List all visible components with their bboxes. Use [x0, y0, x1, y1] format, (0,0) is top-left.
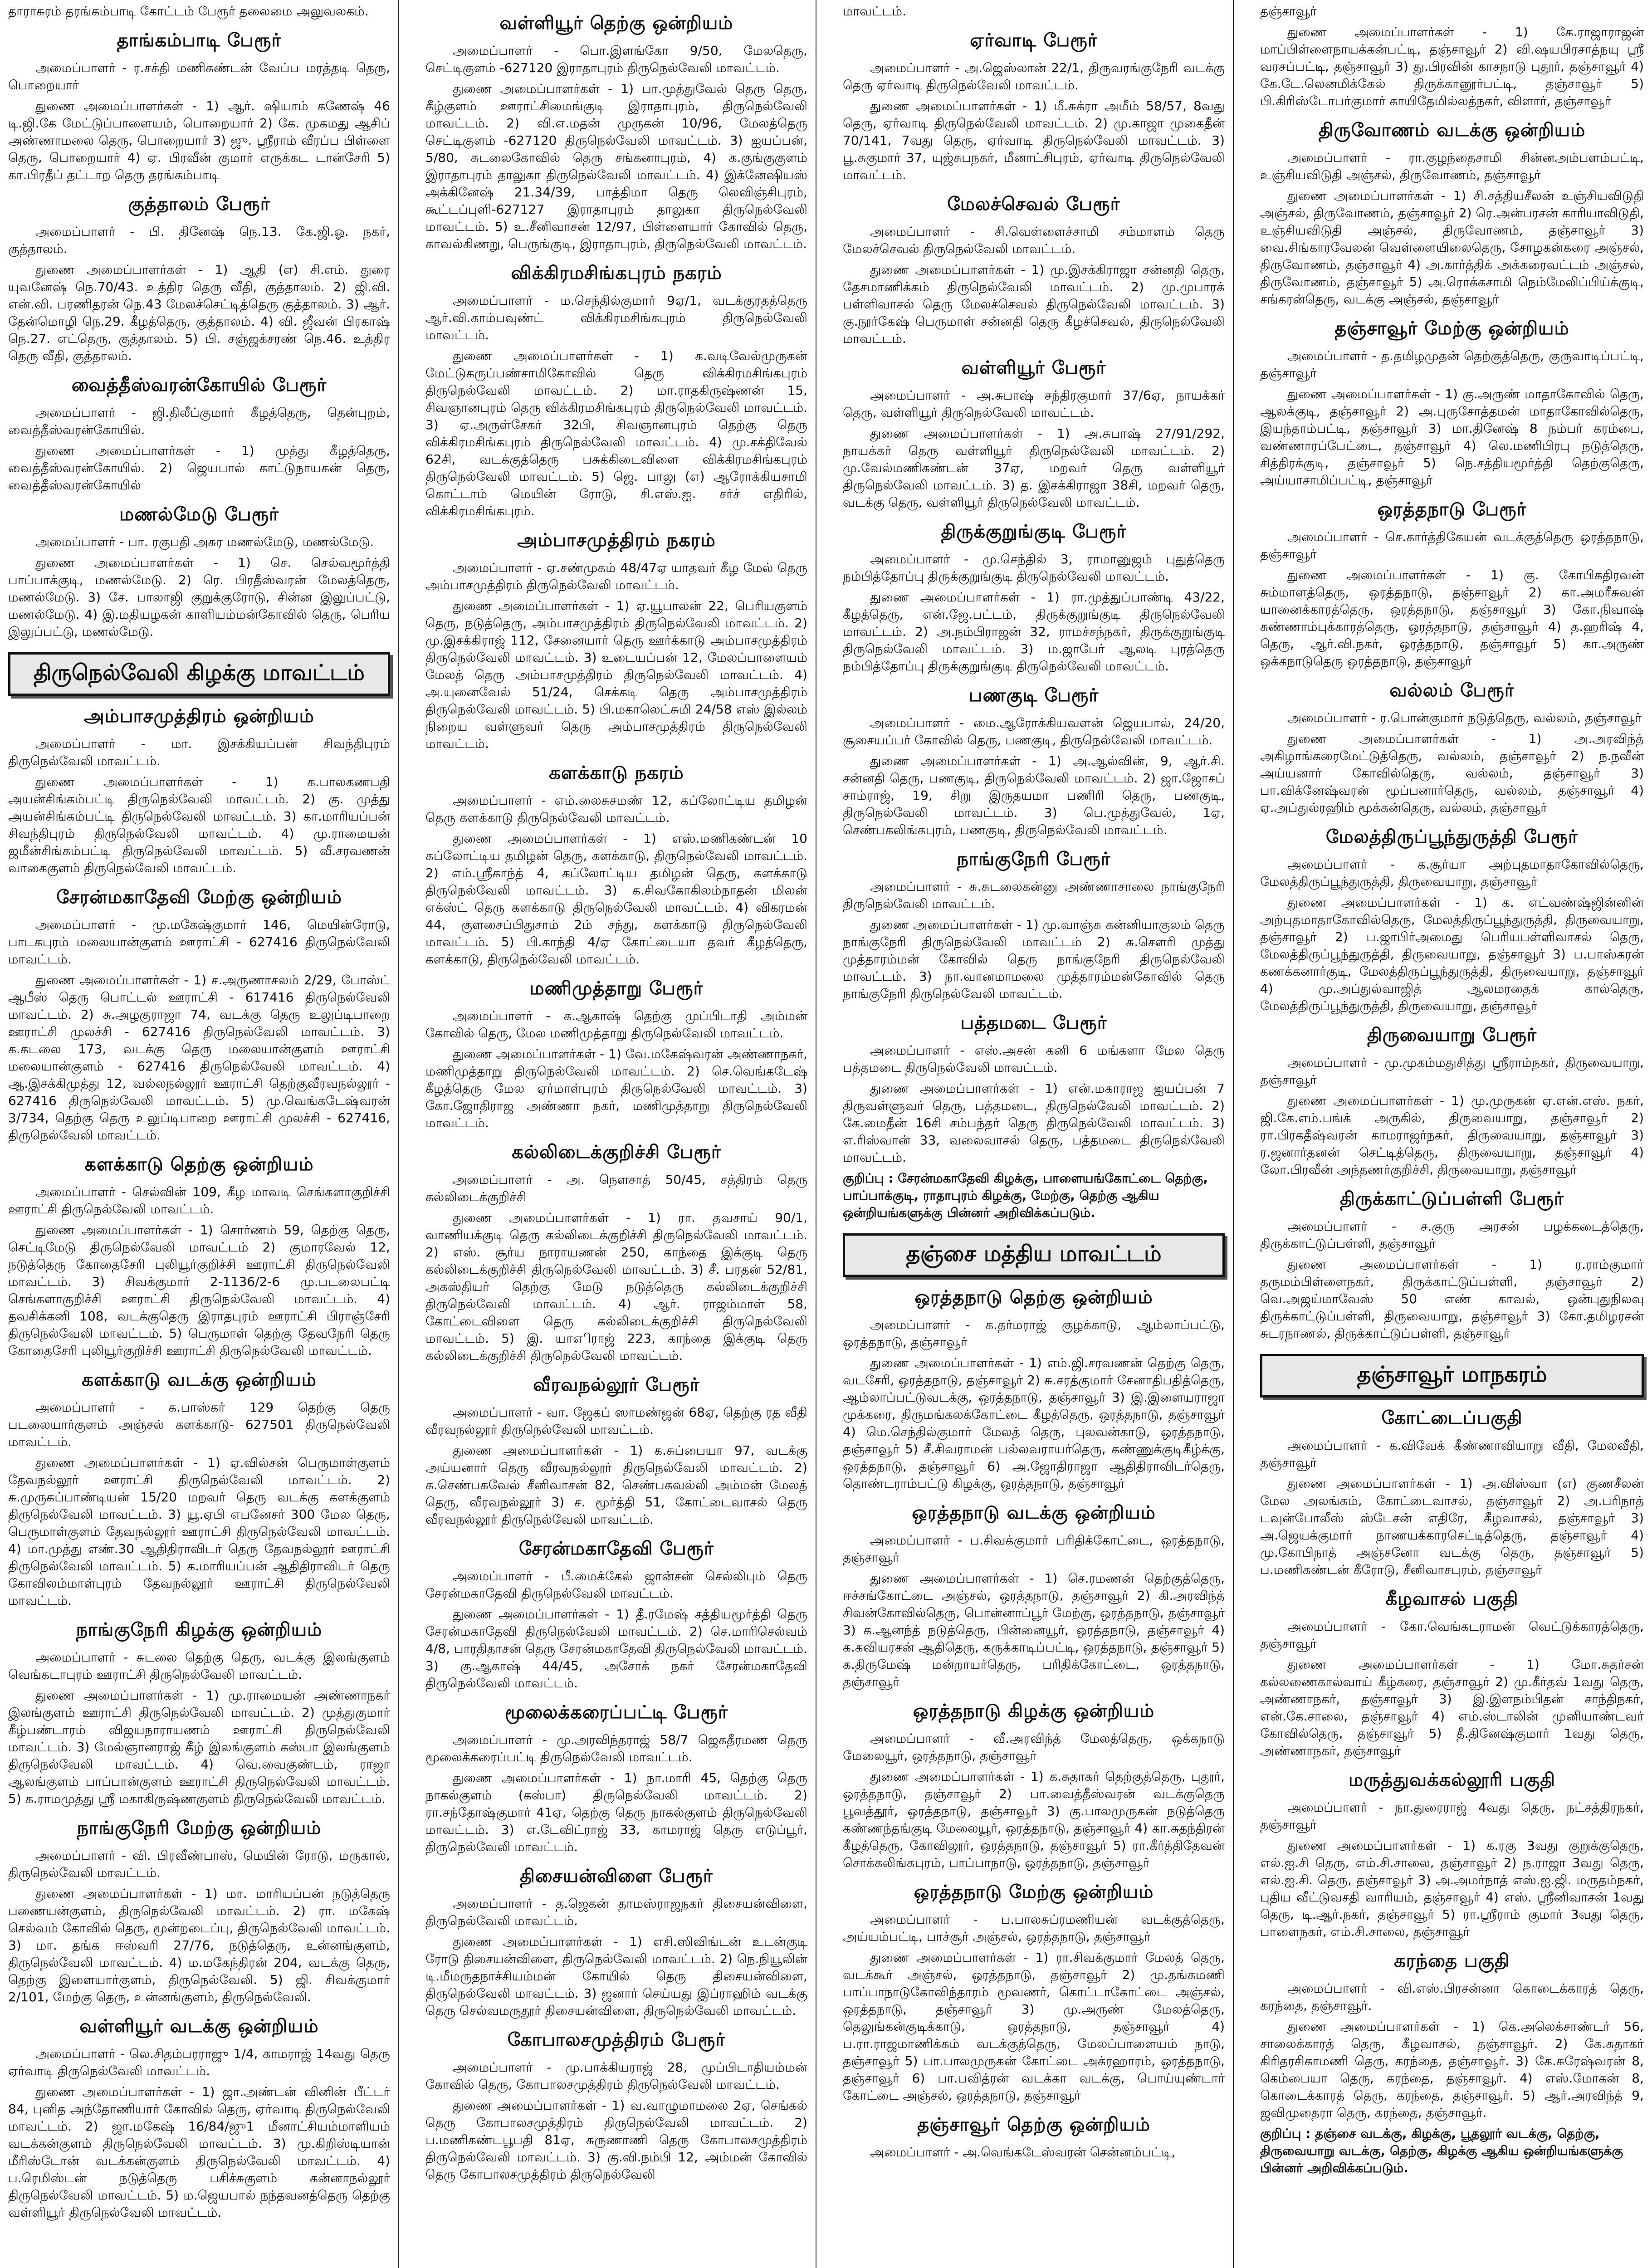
section-paragraph: அமைப்பாளர் - பி. தினேஷ் நெ.13. கே.ஜி.ஓ. நகர், குத்தாலம்.	[8, 224, 390, 256]
section-entry	[843, 1701, 1225, 1872]
section-paragraph: துணை அமைப்பாளர்கள் - 1) ரா.முத்துப்பாண்டி 43/22, கீழத்தெரு, என்.ஜே.பட்டம், திருக்குறுங்குடி திருநெல்வேலி மாவட்டம். 2) அ.நம்பிராஜன் 32, ராமச்சந்நகர், திருக்குறுங்குடி திருநெல்வேலி மாவட்டம். 3) ம.ஜாபேர் ஆலடி புரத்தெரு நம்பித்தோப்பு திருக்குறுங்குடி திருநெல்வேலி மாவட்டம்.	[843, 590, 1225, 674]
section-paragraph: துணை அமைப்பாளர்கள் - 1) ர.ராம்குமார் தருமம்பிள்ளைநகர், திருக்காட்டுப்பள்ளி, தஞ்சாவூர் 2) வெ.அஜய்மாவேஸ் 50 எண் காவல், ஒன்புதுநிலவு திருக்காட்டுப்பள்ளி, திருவையாறு, தஞ்சாவூர் 3) கோ.தமிழரசன் சுடரநாணல், திருக்காட்டுப்பள்ளி, தஞ்சாவூர்	[1260, 1257, 1644, 1341]
section-paragraph: அமைப்பாளர் - மு.மகேஷ்குமார் 146, மெயின்ரோடு, பாடகபுரம் மலையான்குளம் ஊராட்சி - 627416 திருநெல்வேலி மாவட்டம்.	[8, 917, 390, 967]
section-entry	[1260, 1589, 1644, 1760]
section-paragraph: துணை அமைப்பாளர்கள் - 1) ரா.சிவக்குமார் மேலத் தெரு, வடக்கூர் அஞ்சல், ஒரத்தநாடு, தஞ்சாவூர் 2) மு.தங்கமணி பாப்பாநாடுகோவிந்தாரம் மூவணர், கொட்டாகோட்டை அஞ்சல், ஒரத்தநாடு, தஞ்சாவூர் 3) மு.அருண் மேலத்தெரு, தெலுங்கன்குடிக்காடு, ஒரத்தநாடு, தஞ்சாவூர் 4) ப.ரா.ராஜமாணிக்கம் வடக்குத்தெரு, மேலப்பாளையம் நாடு, தஞ்சாவூர் 5) பா.பாலமுருகன் கோட்டை அக்ரஹாரம், ஒரத்தநாடு, தஞ்சாவூர் 6) பா.பவித்ரன் வடக்கா வடக்கு, பொய்யுண்டார் கோட்டை அஞ்சல், ஒரத்தநாடு, தஞ்சாவூர்	[843, 1950, 1225, 2103]
section-paragraph: அமைப்பாளர் - செல்வின் 109, கீழ மாவடி செங்களாகுறிச்சி ஊராட்சி திருநெல்வேலி மாவட்டம்.	[8, 1184, 390, 1217]
section-entry	[8, 887, 390, 1144]
section-paragraph: அமைப்பாளர் - த.தமிழமுதன் தெற்குத்தெரு, குருவாடிப்பட்டி, தஞ்சாவூர்	[1260, 348, 1644, 381]
section-title: விக்கிரமசிங்கபுரம் நகரம்	[511, 263, 722, 284]
section-entry	[425, 2029, 807, 2183]
section-entry	[843, 357, 1225, 511]
section-title: ஒரத்தநாடு கிழக்கு ஒன்றியம்	[913, 1701, 1155, 1721]
section-entry	[1260, 1769, 1644, 1941]
section-paragraph: துணை அமைப்பாளர்கள் - 1) சொர்ணம் 59, தெற்கு தெரு, செட்டிமேடு திருநெல்வேலி மாவட்டம் 2) குமாரவேல் 12, நடுத்தெரு கோதைசேரி புலியூர்குறிச்சி ஊராட்சி திருநெல்வேலி மாவட்டம். 3) சிவக்குமார் 2-1136/2-6 மு.படலைபட்டி செங்களாகுறிச்சி ஊராட்சி திருநெல்வேலி மாவட்டம். 4) தவசிக்கனி 108, வடக்குதெரு இராதபுரம் ஊராட்சி பிராஞ்சேரி திருநெல்வேலி மாவட்டம். 5) பெருமாள் தெற்கு தேவநேரி தெரு கோதைசேரி புலியூர்குறிச்சி ஊராட்சி திருநெல்வேலி மாவட்டம்.	[8, 1222, 390, 1358]
section-paragraph: துணை அமைப்பாளர்கள் - 1) ஆதி (எ) சி.எம். துரை யுவனேஷ் நெ.70/43. உத்திர தெரு வீதி, குத்தாலம். 2) ஜி.வி. என்.வி. பரணிதரன் நெ.43 மேலச்செட்டித்தெரு குத்தாலம். 3) ஆர். தேன்மொழி நெ.29. கீழத்தெரு, குத்தாலம். 4) வி. ஜீவன் பிரகாஷ் நெ.27. எட்தெரு, குத்தாலம். 5) பி. சஞ்ஜக்சரண் நெ.46. உத்திர தெரு வீதி, குத்தாலம்.	[8, 262, 390, 363]
section-paragraph: அமைப்பாளர் - மு.முகம்மதுசித்து ஸ்ரீராம்நகர், திருவையாறு, தஞ்சாவூர்	[1260, 1055, 1644, 1087]
section-title: நாங்குநேரி பேரூர்	[957, 849, 1111, 870]
section-paragraph: துணை அமைப்பாளர்கள் - 1) வ.வாழுமாமலை 2ஏ, செங்கல் தெரு கோபாலசமுத்திரம் திருநெல்வேலி மாவட்டம். 2) ப.மணிகண்டபூபதி 81ஏ, சுருணாணி தெரு கோபாலசமுத்திரம் திருநெல்வேலி மாவட்டம். 3) கு.வி.நம்பி 12, அம்மன் கோவில் தெரு கோபாலசமுத்திரம் திருநெல்வேலி	[425, 2098, 807, 2182]
continued-paragraph: துணை அமைப்பாளர்கள் - 1) கே.ராஜாராஜன் மாப்பிள்ளைநாயக்கன்பட்டி, தஞ்சாவூர் 2) வி.ஷயபிரசாத்நயு ஸ்ரீ வரசப்பட்டி, தஞ்சாவூர் 3) து.பிரவின் காசநாடு புதூர், தஞ்சாவூர் 4) கே.டே.லெனமிக்கேல் திருக்கானூர்பட்டி, தஞ்சாவூர் 5) பி.கிரிஸ்டோபர்குமார் காயிதேமில்லத்நகர், விளார், தஞ்சாவூர்	[1260, 24, 1644, 108]
section-paragraph: அமைப்பாளர் - ஜி.திலீப்குமார் கீழத்தெரு, தென்புறம், வைத்தீஸ்வரன்கோயில்.	[8, 405, 390, 437]
section-paragraph: அமைப்பாளர் - வா. ஜேகப் ஸாமண்ஜன் 68ஏ, தெற்கு ரத வீதி வீரவநல்லூர் திருநெல்வேலி மாவட்டம்.	[425, 1405, 807, 1437]
section-paragraph: துணை அமைப்பாளர்கள் - 1) வே.மகேஷ்வரன் அண்ணாநகர், மணிமுத்தாறு திருநெல்வேலி மாவட்டம். 2) செ.வெங்கடேஷ் கீழத்தெரு மேல ஏர்மாள்புரம் திருநெல்வேலி மாவட்டம். 3) கோ.ஜோதிராஜ அண்ணா நகர், மணிமுத்தாறு திருநெல்வேலி மாவட்டம்.	[425, 1046, 807, 1130]
section-entry	[1260, 318, 1644, 489]
section-paragraph: அமைப்பாளர் - எம்.லைசுசமண் 12, கப்லோட்டிய தமிழன் தெரு களக்காடு திருநெல்வேலி மாவட்டம்.	[425, 793, 807, 825]
section-entry	[425, 1142, 807, 1364]
section-paragraph: துணை அமைப்பாளர்கள் - 1) செ. செல்வமூர்த்தி பாப்பாக்குடி, மணல்மேடு. 2) ரெ. பிரதீஸ்வரன் மேலத்தெரு, மணல்மேடு. 3) சே. பாலாஜி குறுக்குரோடு, சின்ன இலுப்பட்டு, மணல்மேடு. 4) இ.மதியழகன் காளியம்மன்கோவில் தெரு, பெரிய இலுப்பட்டு, மணல்மேடு.	[8, 555, 390, 639]
section-entry	[425, 1866, 807, 2019]
section-paragraph: துணை அமைப்பாளர்கள் - 1) சி.சத்தியசீலன் உஞ்சியவிடுதி அஞ்சல், திருவோணம், தஞ்சாவூர் 2) ரெ.அன்பரசன் காரியாவிடுதி, உஞ்சியவிடுதி அஞ்சல், திருவோணம், தஞ்சாவூர் 3) வை.சிங்காரவேலன் வெள்ளையிலைதெரு, சோழகன்கரை அஞ்சல், திருவோணம், தஞ்சாவூர் 4) அ.கார்த்திக் அக்கரைவட்டம் அஞ்சல், திருவோணம், தஞ்சாவூர் 5) அ.ரொக்கசாமி நெம்மேலிப்பிய்க்குடி, சங்கரன்தெரு, வடக்கு அஞ்சல், தஞ்சாவூர்	[1260, 188, 1644, 307]
section-paragraph: துணை அமைப்பாளர்கள் - 1) க.சுப்பையா 97, வடக்கு அய்யனார் தெரு வீரவநல்லூர் திருநெல்வேலி மாவட்டம். 2) க.செண்பகவேல் சீனிவாசன் 82, செண்பகவல்லி அம்மன் மேலத் தெரு, வீரவநல்லூர் 3) ச. மூர்த்தி 51, கோட்டைவாசல் தெரு வீரவநல்லூர் திருநெல்வேலி மாவட்டம்.	[425, 1443, 807, 1527]
section-paragraph: அமைப்பாளர் - பொ.இளங்கோ 9/50, மேலதெரு, செட்டிகுளம் -627120 இராதாபுரம் திருநெல்வேலி மாவட்டம்.	[425, 43, 807, 75]
section-paragraph: அமைப்பாளர் - மா. இசக்கியப்பன் சிவந்திபுரம் திருநெல்வேலி மாவட்டம்.	[8, 736, 390, 768]
section-entry	[8, 1369, 390, 1609]
section-paragraph: துணை அமைப்பாளர்கள் - 1) எசி.ஸிவிங்டன் உடன்குடி ரோடு திசையன்விளை, திருநெல்வேலி மாவட்டம். 2) நெ.நியூலின் டி.மீமருதநாச்சியம்மன் கோயில் தெரு திசையன்விளை, திருநெல்வேலி மாவட்டம். 3) ஜனார் செய்யது இப்ராஹிம் வடக்கு தெரு செல்வமருதூர் திசையன்விளை, திருநெல்வேலி மாவட்டம்.	[425, 1934, 807, 2018]
section-paragraph: துணை அமைப்பாளர்கள் - 1) க.ரகு 3வது குறுக்குதெரு, எல்.ஐ.சி தெரு, எம்.சி.சாலை, தஞ்சாவூர் 2) ந.ராஜா 3வது தெரு, எல்.ஐ.சி. தெரு, தஞ்சாவூர் 3) அ.அமர்நாத் எஸ்.ஐ.ஜி. மருதம்நகர், புதிய வீட்டுவசதி வாரியம், தஞ்சாவூர் 4) எஸ். ஸ்ரீனிவாசன் 1வது தெரு, டி.ஆர்.நகர், தஞ்சாவூர் 5) ரா.ஸ்ரீராம் குமார் 3வது தெரு, பாளைநகர், எம்.சி.சாலை, தஞ்சாவூர்	[1260, 1838, 1644, 1939]
section-paragraph: துணை அமைப்பாளர்கள் - 1) கு.அருண் மாதாகோவில் தெரு, ஆலக்குடி, தஞ்சாவூர் 2) அ.புருசோத்தமன் மாதாகோவில்தெரு, இயந்தாம்பட்டி, தஞ்சாவூர் 3) மா.தினேஷ் 8 நம்பர் கரம்பை, வண்ணாரப்பேட்டை, தஞ்சாவூர் 4) லெ.மணிபிரபு நடுத்தெரு, சித்திரக்குடி, தஞ்சாவூர் 5) நெ.சத்தியமூர்த்தி தெற்குதெரு, அய்யாசாமிப்பட்டி, தஞ்சாவூர்	[1260, 386, 1644, 488]
section-title: தஞ்சாவூர் மேற்கு ஒன்றியம்	[1334, 318, 1569, 339]
section-entry	[425, 1538, 807, 1692]
section-entry	[8, 1154, 390, 1359]
section-paragraph: அமைப்பாளர் - கோ.வெங்கடராமன் வெட்டுக்காரத்தெரு, தஞ்சாவூர்	[1260, 1619, 1644, 1651]
section-paragraph: அமைப்பாளர் - மை.ஆரோக்கியவளன் ஜெயபால், 24/20, சூசையப்பர் கோவில் தெரு, பணகுடி, திருநெல்வேலி மாவட்டம்.	[843, 715, 1225, 748]
note-text: குறிப்பு : தஞ்சை வடக்கு, கிழக்கு, பூதலூர் வடக்கு, தெற்கு, திருவையாறு வடக்கு, தெற்கு, கிழக்கு ஆகிய ஒன்றியங்களுக்கு பின்னர் அறிவிக்கப்படும்.	[1260, 2126, 1623, 2175]
section-paragraph: அமைப்பாளர் - ர.சக்தி மணிகண்டன் வேப்ப மரத்தடி தெரு, பொறையார்	[8, 60, 390, 93]
section-title: மணல்மேடு பேரூர்	[119, 504, 279, 525]
section-paragraph: துணை அமைப்பாளர்கள் - 1) என்.மகாராஜ ஐயப்பன் 7 திருவள்ளுவர் தெரு, பத்தமடை, திருநெல்வேலி மாவட்டம். 2) கே.மைதீன் 16சி சம்பந்தர் தெரு திருநெல்வேலி மாவட்டம். 3) எ.ரிஸ்வான் 33, வலைவாசல் தெரு, பத்தமடை திருநெல்வேலி மாவட்டம்.	[843, 1081, 1225, 1165]
section-entry	[425, 530, 807, 753]
section-title: நாங்குநேரி மேற்கு ஒன்றியம்	[77, 1818, 322, 1838]
section-title: மணிமுத்தாறு பேரூர்	[529, 978, 704, 999]
section-title: நாங்குநேரி கிழக்கு ஒன்றியம்	[76, 1619, 323, 1640]
section-paragraph: அமைப்பாளர் - மு.அரவிந்தராஜ் 58/7 ஜெகதீரமண தெரு மூலைக்கரைப்பட்டி திருநெல்வேலி மாவட்டம்.	[425, 1732, 807, 1765]
section-title: சேரன்மகாதேவி பேரூர்	[518, 1538, 714, 1559]
section-paragraph: துணை அமைப்பாளர்கள் - 1) ஏ.வில்சன் பெருமாள்குளம் தேவநல்லூர் ஊராட்சி திருநெல்வேலி மாவட்டம். 2) சு.முருகப்பாண்டியன் 15/20 மறவர் தெரு வடக்கு களக்குளம் திருநெல்வேலி மாவட்டம். 3) யூ.ஏபி எபனேசர் 300 மேல தெரு, பெருமாள்குளம் தேவநல்லூர் ஊராட்சி திருநெல்வேலி மாவட்டம். 4) மா.முத்து எண்.30 ஆதிதிராவிடர் தெரு தேவநல்லூர் ஊராட்சி திருநெல்வேலி மாவட்டம். 5) க.மாரியப்பன் ஆதிதிராவிடர் தெரு கோவிலம்மாள்புரம் தேவநல்லூர் ஊராட்சி திருநெல்வேலி மாவட்டம்.	[8, 1455, 390, 1608]
section-title: மேலச்செவல் பேரூர்	[947, 194, 1120, 215]
section-title: வீரவநல்லூர் பேரூர்	[533, 1374, 700, 1395]
section-paragraph: அமைப்பாளர் - செ.கார்த்திகேயன் வடக்குத்தெரு ஒரத்தநாடு, தஞ்சாவூர்	[1260, 529, 1644, 562]
section-title: வல்லம் பேரூர்	[1389, 680, 1515, 701]
section-title: தஞ்சாவூர் தெற்கு ஒன்றியம்	[917, 2114, 1150, 2135]
section-paragraph: துணை அமைப்பாளர்கள் - 1) க.சுதாகர் தெற்குத்தெரு, புதூர், ஒரத்தநாடு, தஞ்சாவூர் 2) பா.வைத்தீஸ்வரன் வடக்குதெரு பூவத்தூர், ஒரத்தநாடு, தஞ்சாவூர் 3) கு.பாலமுருகன் நடுத்தெரு கண்ணந்தங்குடி மேலையூர், ஒரத்தநாடு, தஞ்சாவூர் 4) கா.சுதந்திரன் கீழத்தெரு, கோவிலூர், ஒரத்தநாடு, தஞ்சாவூர் 5) ரா.கீர்த்திதேவன் சொக்கலிங்கபுரம், பாப்பாநாடு, ஒரத்தநாடு, தஞ்சாவூர்	[843, 1769, 1225, 1870]
district-heading: திருநெல்வேலி கிழக்கு மாவட்டம்	[8, 652, 390, 696]
section-entry	[843, 1287, 1225, 1492]
section-entry	[843, 1012, 1225, 1166]
section-paragraph: துணை அமைப்பாளர்கள் - 1) மு.வாஞ்சு கன்னியாகுலம் தெரு நாங்குநேரி திருநெல்வேலி மாவட்டம் 2) சு.சௌரி முத்து முத்தாரம்மன் கோவில் தெரு நாங்குநேரி திருநெல்வேலி மாவட்டம். 3) நா.வானமாமலை முத்தாரம்மன்கோவில் தெரு நாங்குநேரி திருநெல்வேலி மாவட்டம்.	[843, 917, 1225, 1001]
section-paragraph: துணை அமைப்பாளர்கள் - 1) கெ.அலெக்சாண்டர் 56, சாலைக்காரத் தெரு, கீழவாசல், தஞ்சாவூர். 2) கே.சுதாகர் கிரிதரசிகாமணி தெரு, கரந்தை, தஞ்சாவூர். 3) கே.சுரேஷ்வரன் 8, கெம்பையா தெரு, கரந்தை, தஞ்சாவூர். 4) எஸ்.மோகன் 8, கொடைக்காரத் தெரு, கரந்தை, தஞ்சாவூர். 5) ஆர்.அரவிந்த் 9, ஜவிமுதைரா தெரு, கரந்தை, தஞ்சாவூர்.	[1260, 2019, 1644, 2120]
section-paragraph: துணை அமைப்பாளர்கள் - 1) மீ.சுக்ரா அமீம் 58/57, 8வது தெரு, ஏர்வாடி திருநெல்வேலி மாவட்டம். 2) மு.காஜா முகைதீன் 70/141, 7வது தெரு, ஏர்வாடி திருநெல்வேலி மாவட்டம். 3) பூ.சுகுமார் 37, யுஜ்சுபநகர், மீனாட்சிபுரம், ஏர்வாடி திருநெல்வேலி மாவட்டம்.	[843, 98, 1225, 182]
section-paragraph: அமைப்பாளர் - எஸ்.அசன் கனி 6 மங்களா மேல தெரு பத்தமடை திருநெல்வேலி மாவட்டம்.	[843, 1043, 1225, 1075]
section-entry	[425, 1702, 807, 1856]
section-paragraph: துணை அமைப்பாளர்கள் - 1) மா. மாரியப்பன் நடுத்தெரு பணையன்குளம், திருநெல்வேலி மாவட்டம். 2) ரா. மகேஷ் செல்வம் கோவில் தெரு, மூன்றடைப்பு, திருநெல்வேலி மாவட்டம். 3) மா. தங்க ஈஸ்வரி 27/76, நடுத்தெரு, உன்னங்குளம், திருநெல்வேலி மாவட்டம். 4) ம.மகேந்திரன் 204, வடக்கு தெரு, தெற்கு இளையார்குளம், திருநெல்வேலி. 5) ஜி. சிவக்குமார் 2/101, மேற்கு தெரு, உன்னங்குளம், திருநெல்வேலி.	[8, 1886, 390, 2004]
section-entry	[8, 1818, 390, 2006]
section-paragraph: துணை அமைப்பாளர்கள் - 1) ஜா.அண்டன் வினின் பீட்டர் 84, புனித அந்தோணியார் கோவில் தெரு, ஏர்வாடி திருநெல்வேலி மாவட்டம். 2) ஜா.மகேஷ் 16/84/ஜு1 மீனாட்சியம்மாளியம் வடக்கன்குளம் திருநெல்வேலி மாவட்டம். 3) மு.கிறிஸ்டியான் மீரிஸ்டோன் வடக்கன்குளம் திருநெல்வேலி மாவட்டம். 4) ப.ரெமிஸ்டன் நடுத்தெரு பசிச்சுகுளம் கன்னாநல்லூர் திருநெல்வேலி மாவட்டம். 5) ம.ஜெயபால் நந்தவனத்தெரு தெற்கு வள்ளியூர் திருநெல்வேலி மாவட்டம்.	[8, 2084, 390, 2220]
section-entry	[843, 194, 1225, 347]
section-paragraph: அமைப்பாளர் - ச.குரு அரசன் பழக்கடைத்தெரு, திருக்காட்டுப்பள்ளி, தஞ்சாவூர்	[1260, 1219, 1644, 1251]
section-entry	[1260, 1408, 1644, 1579]
section-paragraph: துணை அமைப்பாளர்கள் - 1) பா.முத்துவேல் தெரு தெரு, கீழ்குளம் ஊராட்சிமைங்குடி இராதாபுரம், திருநெல்வேலி மாவட்டம். 2) வி.எ.மதன் முருகன் 10/96, மேலத்தெரு செட்டிகுளம் -627120 திருநெல்வேலி மாவட்டம். 3) ஐயப்பன், 5/80, சுடலைகோவில் தெரு சங்கனாபுரம், 4) க.குங்குகுளம் இராதாபுரம் தாலுகா திருநெல்வேலி மாவட்டம். 4) இக்னேஷியஸ் அக்கினேஷ் 21.34/39, பாத்திமா தெரு லெவிஞ்சிபுரம், கூட்டப்புளி-627127 இராதாபுரம் தாலுகா திருநெல்வேலி மாவட்டம். 5) உ.சீனிவாசன் 12/97, பிள்ளையார் கோவில் தெரு, காவல்கிணறு, பெருங்குடி, இராதாபுரம், திருநெல்வேலி மாவட்டம்.	[425, 81, 807, 251]
column-4	[1252, 0, 1652, 2268]
section-title: சேரன்மகாதேவி மேற்கு ஒன்றியம்	[56, 887, 342, 908]
section-title: கோபாலசமுத்திரம் பேரூர்	[507, 2029, 726, 2050]
section-entry	[1260, 1025, 1644, 1178]
section-entry	[843, 1502, 1225, 1691]
section-entry	[8, 375, 390, 494]
section-paragraph: அமைப்பாளர் - சுடலை தெற்கு தெரு, வடக்கு இலங்குளம் வெங்கடாபுரம் ஊராட்சி திருநெல்வேலி மாவட்டம்.	[8, 1650, 390, 1682]
section-entry	[843, 30, 1225, 184]
section-title: திசையன்விளை பேரூர்	[520, 1866, 713, 1887]
continued-text: மாவட்டம்.	[843, 4, 906, 19]
section-paragraph: அமைப்பாளர் - அ.வெங்கடேஸ்வரன் சென்னம்பட்டி,	[870, 2145, 1176, 2160]
district-heading: தஞ்சாவூர் மாநகரம்	[1260, 1354, 1644, 1398]
section-entry	[843, 1882, 1225, 2104]
section-paragraph: அமைப்பாளர் - ப.பாலசுப்ரமணியன் வடக்குத்தெரு, அய்யம்பட்டி, பாச்சூர் அஞ்சல், ஒரத்தநாடு, தஞ்சாவூர்	[843, 1912, 1225, 1944]
section-title: வள்ளியூர் தெற்கு ஒன்றியம்	[499, 13, 733, 34]
section-paragraph: துணை அமைப்பாளர்கள் - 1) அ.விஸ்வா (எ) குணசீலன் மேல அலங்கம், கோட்டைவாசல், தஞ்சாவூர் 2) அ.பரிநாத் டவுன்போலீஸ் ஸ்டேசன் எதிரே, கீழவாசல், தஞ்சாவூர் 3) அ.ஜெயக்குமார் நாணயக்காரசெட்டித்தெரு, தஞ்சாவூர் 4) மு.கோபிநாத் அஞ்சனோ வடக்கு தெரு, தஞ்சாவூர் 5) ப.மணிகண்டன் கீரோடு, சீனிவாசபுரம், தஞ்சாவூர்	[1260, 1476, 1644, 1577]
section-title: கல்லிடைக்குறிச்சி பேரூர்	[512, 1142, 721, 1163]
section-entry	[8, 2016, 390, 2221]
section-paragraph: துணை அமைப்பாளர்கள் - 1) ஆர். ஷியாம் கணேஷ் 46 டி.ஜி.கே மேட்டுப்பாளையம், பொறையார் 2) கே. முகமது ஆசிப் அண்ணாமலை தெரு, பொறையார் 3) ஜு. ஸ்ரீராம் வீரப்ப பிள்ளை தெரு, பொறையார் 4) ஏ. பிரவீன் குமார் எருக்கட டான்சேரி 5) கா.பிரதீப் தட்டாற தெரு தரங்கம்பாடி	[8, 98, 390, 182]
section-title: வள்ளியூர் வடக்கு ஒன்றியம்	[79, 2016, 319, 2037]
section-paragraph: துணை அமைப்பாளர்கள் - 1) க.பாலகணபதி அயன்சிங்கம்பட்டி திருநெல்வேலி மாவட்டம். 2) கு. முத்து அயன்சிங்கம்பட்டி திருநெல்வேலி மாவட்டம். 3) கா.மாரியப்பன் சிவந்திபுரம் திருநெல்வேலி மாவட்டம். 4) மு.ராமையன் ஜமீன்சிங்கம்பட்டி திருநெல்வேலி மாவட்டம். 5) வீ.சரவணன் வாகைகுளம் திருநெல்வேலி மாவட்டம்.	[8, 774, 390, 875]
section-paragraph: துணை அமைப்பாளர்கள் - 1) க. எட்வண்ஷ்ஜின்னின் அற்புதமாதாகோவில்தெரு, மேலத்திருப்பூந்துருத்தி, திருவையாறு, தஞ்சாவூர் 2) ப.ஜாபிர்அமைது பெரியபள்ளிவாசல் தெரு, மேலத்திருப்பூந்துருத்தி, திருவையாறு, தஞ்சாவூர் 3) ப.பாஸ்கரன் கணக்கனார்குடி, மேலத்திருப்பூந்துருத்தி, திருவையாறு, தஞ்சாவூர் 4) மு.அப்துல்வாஜித் ஆலமரதைக் கால்தெரு, மேலத்திருப்பூந்துருத்தி, திருவையாறு, தஞ்சாவூர்	[1260, 895, 1644, 1013]
section-paragraph: அமைப்பாளர் - பா. ரகுபதி அசுர மணல்மேடு, மணல்மேடு.	[35, 534, 374, 549]
section-title: கீழவாசல் பகுதி	[1385, 1589, 1519, 1609]
section-paragraph: துணை அமைப்பாளர்கள் - 1) ஏ.யூபாலன் 22, பெரியகுளம் தெரு, நடுத்தெரு, அம்பாசமுத்திரம் திருநெல்வேலி மாவட்டம். 2) மு.இசக்கிராஜ் 112, சேனையார் தெரு ஊர்க்காடு அம்பாசமுத்திரம் திருநெல்வேலி மாவட்டம். 3) உடையப்பன் 12, மேலப்பாளையம் மேலத் தெரு அம்பாசமுத்திரம் திருநெல்வேலி மாவட்டம். 4) அ.யுனைவேல் 51/24, செக்கடி தெரு அம்பாசமுத்திரம் திருநெல்வேலி மாவட்டம். 5) பி.மகாலெட்சுமி 24/58 எஸ் இல்லம் நிறைய வள்ளுவர் தெரு அம்பாசமுத்திரம் திருநெல்வேலி மாவட்டம்.	[425, 598, 807, 751]
section-title: களக்காடு வடக்கு ஒன்றியம்	[82, 1369, 317, 1390]
section-paragraph: துணை அமைப்பாளர்கள் - 1) நா.மாரி 45, தெற்கு தெரு நாகல்குளம் (கஸ்பா) திருநெல்வேலி மாவட்டம். 2) ரா.சந்தோஷ்குமார் 41ஏ, தெற்கு தெரு நாகல்குளம் திருநெல்வேலி மாவட்டம். 3) எ.டேவிட்ராஜ் 33, காமராஜ் தெரு எடுப்பூர், திருநெல்வேலி மாவட்டம்.	[425, 1770, 807, 1854]
section-paragraph: அமைப்பாளர் - வீ.அரவிந்த் மேலத்தெரு, ஒக்கநாடு மேலையூர், ஒரத்தநாடு, தஞ்சாவூர்	[843, 1731, 1225, 1763]
section-paragraph: துணை அமைப்பாளர்கள் - 1) எஸ்.மணிகண்டன் 10 கப்லோட்டிய தமிழன் தெரு, களக்காடு, திருநெல்வேலி மாவட்டம். 2) எம்.ஸ்ரீகாந்த் 4, கப்லோட்டிய தமிழன் தெரு, களக்காடு திருநெல்வேலி மாவட்டம். 3) க.சிவகோகிலம்நாதன் மிலன் எக்ஸ்ட் தெரு களக்காடு திருநெல்வேலி மாவட்டம். 4) விகரமன் 44, குளசைப்பிதுசாம் 2ம் சந்து, களக்காடு திருநெல்வேலி மாவட்டம். 5) பி.காந்தி 4/ஏ கோட்டையா தவர் கீழத்தெரு, களக்காடு, திருநெல்வேலி மாவட்டம்.	[425, 831, 807, 967]
section-paragraph: அமைப்பாளர் - சு.சுடலைகன்னு அண்ணாசாலை நாங்குநேரி திருநெல்வேலி மாவட்டம்.	[843, 879, 1225, 911]
section-entry	[1260, 826, 1644, 1015]
section-title: மேலத்திருப்பூந்துருத்தி பேரூர்	[1325, 826, 1579, 847]
section-paragraph: அமைப்பாளர் - ஏ.சண்முகம் 48/47ஏ யாதவர் கீழ மேல் தெரு அம்பாசமுத்திரம் திருநெல்வேலி மாவட்டம்.	[425, 560, 807, 592]
section-title: கரந்தை பகுதி	[1394, 1950, 1510, 1971]
section-title: வைத்தீஸ்வரன்கோயில் பேரூர்	[71, 375, 327, 396]
section-paragraph: அமைப்பாளர் - க.சூர்யா அற்புதமாதாகோவில்தெரு, மேலத்திருப்பூந்துருத்தி, திருவையாறு, தஞ்சாவூர்	[1260, 857, 1644, 889]
section-paragraph: துணை அமைப்பாளர்கள் - 1) முத்து கீழத்தெரு, வைத்தீஸ்வரன்கோயில். 2) ஜெயபால் காட்டுநாயகன் தெரு, வைத்தீஸ்வரன்கோயில்	[8, 443, 390, 493]
section-paragraph: அமைப்பாளர் - அ. நௌசாத் 50/45, சத்திரம் தெரு கல்லிடைக்குறிச்சி	[425, 1172, 807, 1204]
section-entry	[843, 2114, 1225, 2161]
section-paragraph: அமைப்பாளர் - ர.பொன்குமார் நடுத்தெரு, வல்லம், தஞ்சாவூர்	[1287, 710, 1642, 725]
section-paragraph: துணை அமைப்பாளர்கள் - 1) மு.இசக்கிராஜா சன்னதி தெரு, தேசமாணிக்கம் திருநெல்வேலி மாவட்டம். 2) மு.முபாரக் பள்ளிவாசல் தெரு மேலச்செவல் திருநெல்வேலி மாவட்டம். 3) கு.நூர்கேஷ் பெருமாள் சன்னதி தெரு கீழச்செவல், திருநெல்வேலி மாவட்டம்.	[843, 262, 1225, 346]
section-title: களக்காடு நகரம்	[549, 763, 684, 783]
section-paragraph: அமைப்பாளர் - க.ஆகாஷ் தெற்கு முப்பிடாதி அம்மன் கோவில் தெரு, மேல மணிமுத்தாறு திருநெல்வேலி மாவட்டம்.	[425, 1008, 807, 1041]
section-title: ஒரத்தநாடு பேரூர்	[1377, 499, 1527, 520]
section-paragraph: அமைப்பாளர் - மு.செந்தில் 3, ராமானுஜம் புதுத்தெரு நம்பித்தோப்பு திருக்குறுங்குடி திருநெல்வேலி மாவட்டம்.	[843, 552, 1225, 584]
section-paragraph: அமைப்பாளர் - அ.ஜெஸ்லான் 22/1, திருவரங்குநேரி வடக்கு தெரு ஏர்வாடி திருநெல்வேலி மாவட்டம்.	[843, 60, 1225, 93]
section-paragraph: அமைப்பாளர் - வி. பிரவீண்பாஸ், மெயின் ரோடு, மருகால், திருநெல்வேலி மாவட்டம்.	[8, 1848, 390, 1880]
section-title: பத்தமடை பேரூர்	[960, 1012, 1107, 1033]
section-paragraph: துணை அமைப்பாளர்கள் - 1) செ.ரமணன் தெற்குத்தெரு, ஈச்சங்கோட்டை அஞ்சல், ஒரத்தநாடு, தஞ்சாவூர் 2) கி.அரவிந்த் சிவன்கோவில்தெரு, பொன்னாப்பூர் மேற்கு, ஒரத்தநாடு, தஞ்சாவூர் 3) க.ஆனந்த் நடுத்தெரு, பின்னையூர், ஒரத்தநாடு, தஞ்சாவூர் 4) க.கவியரசன் ஆதிதெரு, கருக்காடிப்பட்டி, ஒரத்தநாடு, தஞ்சாவூர் 5) க.திருமேஷ் மன்றாயர்தெரு, பரிதிக்கோட்டை, ஒரத்தநாடு, தஞ்சாவூர்	[843, 1571, 1225, 1689]
section-paragraph: அமைப்பாளர் - சி.வெள்ளைச்சாமி சம்மாளம் தெரு மேலச்செவல் திருநெல்வேலி மாவட்டம்.	[843, 224, 1225, 256]
section-title: பணகுடி பேரூர்	[968, 685, 1099, 706]
section-entry	[425, 1374, 807, 1528]
section-paragraph: துணை அமைப்பாளர்கள் - 1) ரா. தவசாய் 90/1, வாணியக்குடி தெரு கல்லிடைக்குறிச்சி திருநெல்வேலி மாவட்டம். 2) எஸ். சூர்ய நாராயணன் 250, காந்தை இக்குடி தெரு கல்லிடைக்குறிச்சி திருநெல்வேலி மாவட்டம். 3) சீ. பரதன் 52/81, அகஸ்தியர் தெற்கு மேடு நடுத்தெரு கல்லிடைக்குறிச்சி திருநெல்வேலி மாவட்டம். 4) ஆர். ராஜம்மாள் 58, கோட்டைவிளை தெரு கல்லிடைக்குறிச்சி திருநெல்வேலி மாவட்டம். 5) இ. யாஎிராஜ் 223, காந்தை இக்குடி தெரு கல்லிடைக்குறிச்சி திருநெல்வேலி மாவட்டம்.	[425, 1210, 807, 1363]
section-paragraph: அமைப்பாளர் - க.தர்மராஜ் குழக்காடு, ஆம்லாப்பட்டு, ஒரத்தநாடு, தஞ்சாவூர்	[843, 1317, 1225, 1349]
section-entry	[8, 706, 390, 877]
section-paragraph: அமைப்பாளர் - பீ.மைக்கேல் ஜான்சன் செல்லிபும் தெரு சேரன்மகாதேவி திருநெல்வேலி மாவட்டம்.	[425, 1569, 807, 1601]
section-title: ஏர்வாடி பேரூர்	[970, 30, 1098, 51]
section-entry	[843, 521, 1225, 675]
section-title: தாங்கம்பாடி பேரூர்	[117, 30, 282, 51]
section-title: திருவையாறு பேரூர்	[1367, 1025, 1537, 1046]
section-title: மூலைக்கரைப்பட்டி பேரூர்	[505, 1702, 728, 1723]
section-entry	[1260, 499, 1644, 670]
section-paragraph: துணை அமைப்பாளர்கள் - 1) மு.ராமையன் அண்ணாநகர் இலங்குளம் ஊராட்சி திருநெல்வேலி மாவட்டம். 2) முத்துகுமார் கீழ்பண்டாரம் விஜயநாராயணம் ஊராட்சி திருநெல்வேலி மாவட்டம். 3) மேல்ஞானராஜ் கீழ் இலங்குளம் கஸ்பா இலங்குளம் திருநெல்வேலி மாவட்டம். 4) வெ.வைகுண்டம், ராஜா ஆலங்குளம் பாப்பான்குளம் ஊராட்சி திருநெல்வேலி மாவட்டம். 5) க.ராமமுத்து ஸ்ரீ மகாகிருஷ்ணகுளம் திருநெல்வேலி மாவட்டம்.	[8, 1688, 390, 1806]
section-paragraph: துணை அமைப்பாளர்கள் - 1) ச.அருணாசலம் 2/29, போஸ்ட் ஆபீஸ் தெரு பொட்டல் ஊராட்சி - 617416 திருநெல்வேலி மாவட்டம். 2) சு.அழகுராஜா 74, வடக்கு தெரு உலுப்டிபாறை ஊராட்சி முலச்சி - 627416 திருநெல்வேலி மாவட்டம். 3) க.கடலை 173, வடக்கு தெரு மலையான்குளம் ஊராட்சி மலையான்குளம் - 627416 திருநெல்வேலி மாவட்டம். 4) ஆ.இசக்கிமுத்து 12, வல்லநல்லூர் ஊராட்சி தெற்குவீரவநல்லூர் - 627416 திருநெல்வேலி மாவட்டம். 5) மு.வெங்கடேஷ்வரன் 3/734, தெற்கு தெரு உலுப்டிபாறை ஊராட்சி முலச்சி - 627416, திருநெல்வேலி மாவட்டம்.	[8, 973, 390, 1143]
section-paragraph: அமைப்பாளர் - த.ஜெகன் தாமஸ்ராஜநகர் திசையன்விளை, திருநெல்வேலி மாவட்டம்.	[425, 1896, 807, 1928]
section-paragraph: துணை அமைப்பாளர்கள் - 1) கு. கோபிகதிரவன் சும்மாளத்தெரு, ஒரத்தநாடு, தஞ்சாவூர் 2) கா.அமரீசுவன் யானைக்காரத்தெரு, ஒரத்தநாடு, தஞ்சாவூர் 3) கோ.நிவாஷ் சுண்ணாம்புக்காரத்தெரு, ஒரத்தநாடு, தஞ்சாவூர் 4) த.ஹரிஷ் 4, தெரு, ஆர்.வி.நகர், ஒரத்தநாடு, தஞ்சாவூர் 5) கா.அருண் ஒக்கநாடுதெரு ஒரத்தநாடு, தஞ்சாவூர்	[1260, 567, 1644, 669]
section-entry	[425, 978, 807, 1132]
section-entry	[425, 13, 807, 253]
section-paragraph: துணை அமைப்பாளர்கள் - 1) அ.ஆல்வின், 9, ஆர்.சி. சன்னதி தெரு, பணகுடி, திருநெல்வேலி மாவட்டம். 2) ஜா.ஜோசப் சாம்ராஜ், 19, சிறு இருதயமா பணிரி தெரு, பணகுடி, திருநெல்வேலி மாவட்டம். 3) பெ.முத்துவேல், 1ஏ, செண்பகலிங்கபுரம், பணகுடி, திருநெல்வேலி மாவட்டம்.	[843, 753, 1225, 837]
section-title: திருக்காட்டுப்பள்ளி பேரூர்	[1340, 1188, 1564, 1209]
continued-text: தாராசுரம் தரங்கம்பாடி கோட்டம் பேரூர் தலைமை அலுவலகம்.	[8, 4, 369, 19]
column-3	[835, 0, 1234, 2268]
section-paragraph: அமைப்பாளர் - மு.பாக்கியராஜ் 28, முப்பிடாதியம்மன் கோவில் தெரு, கோபாலசமுத்திரம் திருநெல்வேலி மாவட்டம்.	[425, 2060, 807, 2092]
section-paragraph: துணை அமைப்பாளர்கள் - 1) அ.அரவிந்த் அகிழாங்கரைமேட்டுத்தெரு, வல்லம், தஞ்சாவூர் 2) ந.நவீன் அய்யனார் கோவில்தெரு, வல்லம், தஞ்சாவூர் 3) பா.விக்னேஷ்வரன் மூப்பனார்தெரு, வல்லம், தஞ்சாவூர் 4) ஏ.அப்துல்ரஹிம் மூக்கன்தெரு, வல்லம், தஞ்சாவூர்	[1260, 731, 1644, 815]
district-heading: தஞ்சை மத்திய மாவட்டம்	[843, 1233, 1225, 1277]
note-text: குறிப்பு : சேரன்மகாதேவி கிழக்கு, பாளையங்கோட்டை தெற்கு, பாப்பாக்குடி, ராதாபுரம் கிழக்கு, மேற்கு, தெற்கு ஆகிய ஒன்றியங்களுக்கு பின்னர் அறிவிக்கப்படும்.	[843, 1171, 1208, 1220]
section-title: களக்காடு தெற்கு ஒன்றியம்	[84, 1154, 314, 1175]
section-title: ஒரத்தநாடு மேற்கு ஒன்றியம்	[914, 1882, 1154, 1902]
section-paragraph: துணை அமைப்பாளர்கள் - 1) அ.சுபாஷ் 27/91/292, நாயக்கர் தெரு வள்ளியூர் திருநெல்வேலி மாவட்டம். 2) மு.வேல்மணிகண்டன் 37ஏ, மறவர் தெரு வள்ளியூர் திருநெல்வேலி மாவட்டம். 3) த. இசக்கிராஜா 38சி, மறவர் தெரு, வடக்கு தெரு, வள்ளியூர் திருநெல்வேலி மாவட்டம்.	[843, 426, 1225, 510]
section-paragraph: அமைப்பாளர் - ம.செந்தில்குமார் 9ஏ/1, வடக்குரதத்தெரு ஆர்.வி.காம்பவுண்ட் விக்கிரமசிங்கபுரம் திருநெல்வேலி மாவட்டம்.	[425, 293, 807, 342]
section-title: மருத்துவக்கல்லூரி பகுதி	[1348, 1769, 1556, 1790]
section-title: ஒரத்தநாடு தெற்கு ஒன்றியம்	[914, 1287, 1153, 1308]
section-entry	[1260, 680, 1644, 816]
section-entry	[8, 30, 390, 184]
section-title: அம்பாசமுத்திரம் ஒன்றியம்	[84, 706, 314, 727]
section-entry	[8, 504, 390, 640]
section-paragraph: அமைப்பாளர் - நா.துரைராஜ் 4வது தெரு, நட்சத்திரநகர், தஞ்சாவூர்	[1260, 1800, 1644, 1832]
section-title: கோட்டைப்பகுதி	[1381, 1408, 1523, 1428]
section-title: வள்ளியூர் பேரூர்	[961, 357, 1106, 378]
section-paragraph: அமைப்பாளர் - வி.எஸ்.பிரசன்னா கொடைக்காரத் தெரு, கரந்தை, தஞ்சாவூர்.	[1260, 1981, 1644, 2013]
section-title: அம்பாசமுத்திரம் நகரம்	[517, 530, 716, 551]
section-entry	[843, 849, 1225, 1002]
section-paragraph: துணை அமைப்பாளர்கள் - 1) தீ.ரமேஷ் சத்தியமூர்த்தி தெரு சேரன்மகாதேவி திருநெல்வேலி மாவட்டம். 2) செ.மாரிசெல்வம் 4/8, பாரதிதாசன் தெரு சேரன்மகாதேவி திருநெல்வேலி மாவட்டம். 3) கு.ஆகாஷ் 44/45, அசோக் நகர் சேரன்மகாதேவி திருநெல்வேலி மாவட்டம்.	[425, 1607, 807, 1691]
section-paragraph: அமைப்பாளர் - க.பாஸ்கர் 129 தெற்கு தெரு படலையார்குளம் அஞ்சல் களக்காடு- 627501 திருநெல்வேலி மாவட்டம்.	[8, 1400, 390, 1449]
section-entry	[8, 1619, 390, 1808]
section-paragraph: துணை அமைப்பாளர்கள் - 1) எம்.ஜி.சரவணன் தெற்கு தெரு, வடசேரி, ஒரத்தநாடு, தஞ்சாவூர் 2) சு.சரத்குமார் சேனாதிபதித்தெரு, ஆம்லாப்பட்டுவடக்கு, ஒரத்தநாடு, தஞ்சாவூர் 3) இ.இளையராஜா முக்கரை, திருமங்கலக்கோட்டை கீழத்தெரு, ஒரத்தநாடு, தஞ்சாவூர் 4) மெ.செந்தில்குமார் மேலத் தெரு, புலவன்காடு, ஒரத்தநாடு, தஞ்சாவூர் 5) சீ.சிவராமன் பல்லவராயர்தெரு, கண்ணுக்குடிகீழ்க்கு, ஒரத்தநாடு, தஞ்சாவூர் 6) அ.ஜோதிராஜா ஆதிதிராவிடர்தெரு, தொண்டராம்பட்டு கிழக்கு, ஒரத்தநாடு, தஞ்சாவூர்	[843, 1355, 1225, 1491]
section-entry	[1260, 1950, 1644, 2121]
section-paragraph: துணை அமைப்பாளர்கள் - 1) க.வடிவேல்முருகன் மேட்டுகருப்பண்சாமிகோவில் தெரு விக்கிரமசிங்கபுரம் திருநெல்வேலி மாவட்டம். 2) மா.ராதகிருஷ்ணன் 15, சிவஞானபுரம் தெரு விக்கிரமசிங்கபுரம் திருநெல்வேலி மாவட்டம். 3) ஏ.அருள்சேகர் 32பி, சிவஞானபுரம் தெற்கு தெரு விக்கிரமசிங்கபுரம் திருநெல்வேலி மாவட்டம். 4) மு.சக்திவேல் 62சி, வடக்குத்தெரு பசுக்கிடைவிளை விக்கிரமசிங்கபுரம் திருநெல்வேலி மாவட்டம். 5) ஜெ. பாலு (எ) ஆரோக்கியசாமி கொட்டாம் மெயின் ரோடு, சி.எஸ்.ஐ. சர்ச் எதிரில், விக்கிரமசிங்கபுரம்.	[425, 348, 807, 518]
section-entry	[1260, 1188, 1644, 1342]
section-paragraph: துணை அமைப்பாளர்கள் - 1) மோ.சுதர்சன் கல்லணைகால்வாய் கீழ்கரை, தஞ்சாவூர் 2) மு.கீர்தவ் 1வது தெரு, அண்ணாநகர், தஞ்சாவூர் 3) இ.இளநம்பிதன் சாந்திநகர், என்.கே.சாலை, தஞ்சாவூர் 4) எம்.ஸ்டாலின் முனியாண்டவர் கோவில்தெரு, தஞ்சாவூர் 5) தீ.தினேஷ்குமார் 1வது தெரு, அண்ணாநகர், தஞ்சாவூர்	[1260, 1657, 1644, 1758]
section-paragraph: அமைப்பாளர் - லெ.சிதம்பரராஜு 1/4, காமராஜ் 14வது தெரு ஏர்வாடி திருநெல்வேலி மாவட்டம்.	[8, 2046, 390, 2078]
column-1	[0, 0, 399, 2268]
section-paragraph: அமைப்பாளர் - ப.சிவக்குமார் பரிதிக்கோட்டை, ஒரத்தநாடு, தஞ்சாவூர்	[843, 1533, 1225, 1565]
section-paragraph: அமைப்பாளர் - க.விவேக் கீண்ணாவியாறு வீதி, மேலவீதி, தஞ்சாவூர்	[1260, 1438, 1644, 1470]
section-paragraph: துணை அமைப்பாளர்கள் - 1) மு.முருகன் ஏ.என்.எஸ். நகர், ஜி.கே.எம்.பங்க் அருகில், திருவையாறு, தஞ்சாவூர் 2) ரா.பிரகதீஷ்வரன் காமராஜர்நகர், திருவையாறு, தஞ்சாவூர் 3) ர.ஜனார்தனன் செட்டித்தெரு, திருவையாறு, தஞ்சாவூர் 4) லோ.பிரவீன் அந்தணர்குறிச்சி, திருவையாறு, தஞ்சாவூர்	[1260, 1093, 1644, 1177]
section-title: திருவோணம் வடக்கு ஒன்றியம்	[1318, 120, 1586, 141]
section-title: திருக்குறுங்குடி பேரூர்	[941, 521, 1127, 542]
column-2	[417, 0, 816, 2268]
continued-text: தஞ்சாவூர்	[1260, 4, 1317, 19]
section-title: ஒரத்தநாடு வடக்கு ஒன்றியம்	[912, 1502, 1156, 1523]
section-title: குத்தாலம் பேரூர்	[128, 194, 270, 215]
section-entry	[843, 685, 1225, 839]
section-entry	[425, 263, 807, 520]
section-paragraph: அமைப்பாளர் - ரா.குழந்தைசாமி சின்னஅம்பளம்பட்டி, உஞ்சியவிடுதி அஞ்சல், திருவோணம், தஞ்சாவூர்	[1260, 150, 1644, 182]
section-entry	[8, 194, 390, 365]
section-entry	[1260, 120, 1644, 308]
section-paragraph: அமைப்பாளர் - அ.சுபாஷ் சந்திரகுமார் 37/6ஏ, நாயக்கர் தெரு, வள்ளியூர் திருநெல்வேலி மாவட்டம்.	[843, 388, 1225, 420]
section-entry	[425, 763, 807, 968]
